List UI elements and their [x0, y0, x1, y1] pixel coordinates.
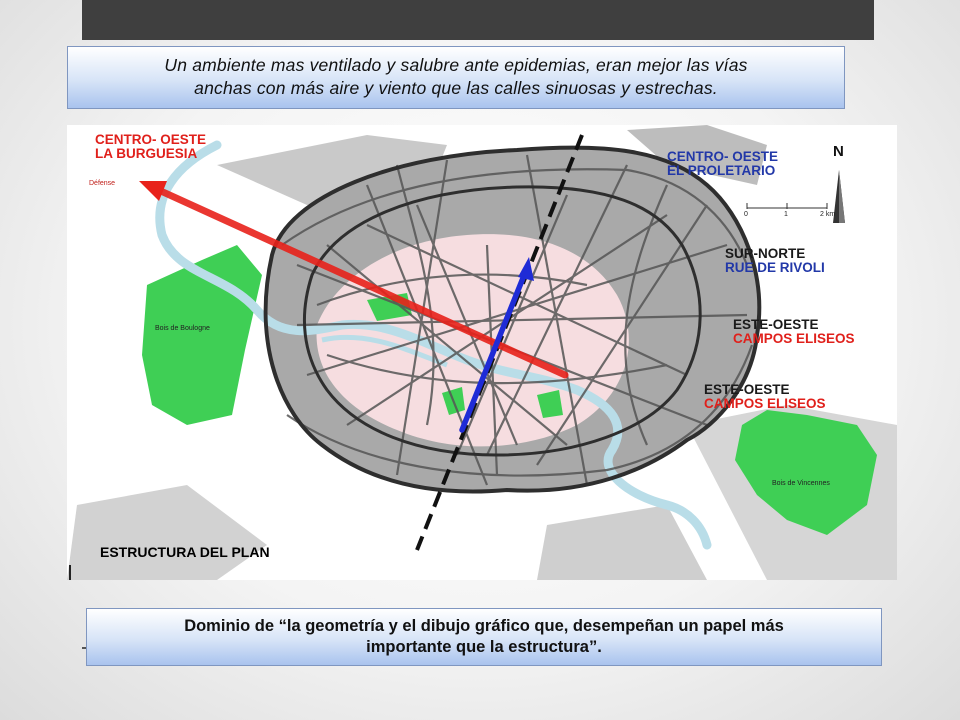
label-sur-norte	[725, 247, 825, 275]
label-centro-oeste-line-2: CENTRO- OESTE	[667, 149, 779, 164]
label-burguesia-line: LA BURGUESIA	[95, 146, 198, 161]
scale-tick-1: 1	[784, 211, 788, 218]
label-bois-de-vincennes: Bois de Vincennes	[772, 480, 830, 487]
label-centro-oeste-line: CENTRO- OESTE	[95, 132, 207, 147]
label-campos-eliseos-a-line: CAMPOS ELISEOS	[733, 331, 855, 346]
label-este-oeste-b-line: ESTE-OESTE	[704, 382, 790, 397]
title-bar	[82, 0, 874, 40]
label-este-oeste-a-line: ESTE-OESTE	[733, 317, 819, 332]
top-caption-box	[67, 46, 845, 109]
label-este-oeste-a	[733, 318, 855, 346]
bottom-caption-line-2: importante que la estructura”.	[366, 638, 602, 656]
label-estructura-del-plan: ESTRUCTURA DEL PLAN	[100, 544, 270, 560]
label-rue-de-rivoli-line: RUE DE RIVOLI	[725, 260, 825, 275]
north-label: N	[833, 143, 844, 160]
label-este-oeste-b	[704, 383, 826, 411]
top-caption-line-1: Un ambiente mas ventilado y salubre ante epidemias, eran mejor las vías	[164, 55, 748, 75]
label-campos-eliseos-b-line: CAMPOS ELISEOS	[704, 396, 826, 411]
map-drawing	[67, 125, 897, 580]
label-defense: Défense	[89, 180, 116, 187]
scale-tick-2: 2 km	[820, 211, 836, 218]
scale-tick-0: 0	[744, 211, 748, 218]
label-bois-de-boulogne: Bois de Boulogne	[155, 325, 210, 332]
top-caption-line-2: anchas con más aire y viento que las calles sinuosas y estrechas.	[194, 78, 718, 98]
label-proletario-line: EL PROLETARIO	[667, 163, 776, 178]
label-centro-oeste-proletario	[667, 150, 778, 178]
scale-bar	[747, 203, 827, 209]
label-sur-norte-line: SUR-NORTE	[725, 246, 806, 261]
paris-plan-map	[67, 125, 897, 580]
label-centro-oeste-burguesia	[95, 133, 206, 161]
bottom-caption-line-1: Dominio de “la geometría y el dibujo gráfico que, desempeñan un papel más	[184, 617, 784, 635]
bottom-caption-box	[86, 608, 882, 666]
